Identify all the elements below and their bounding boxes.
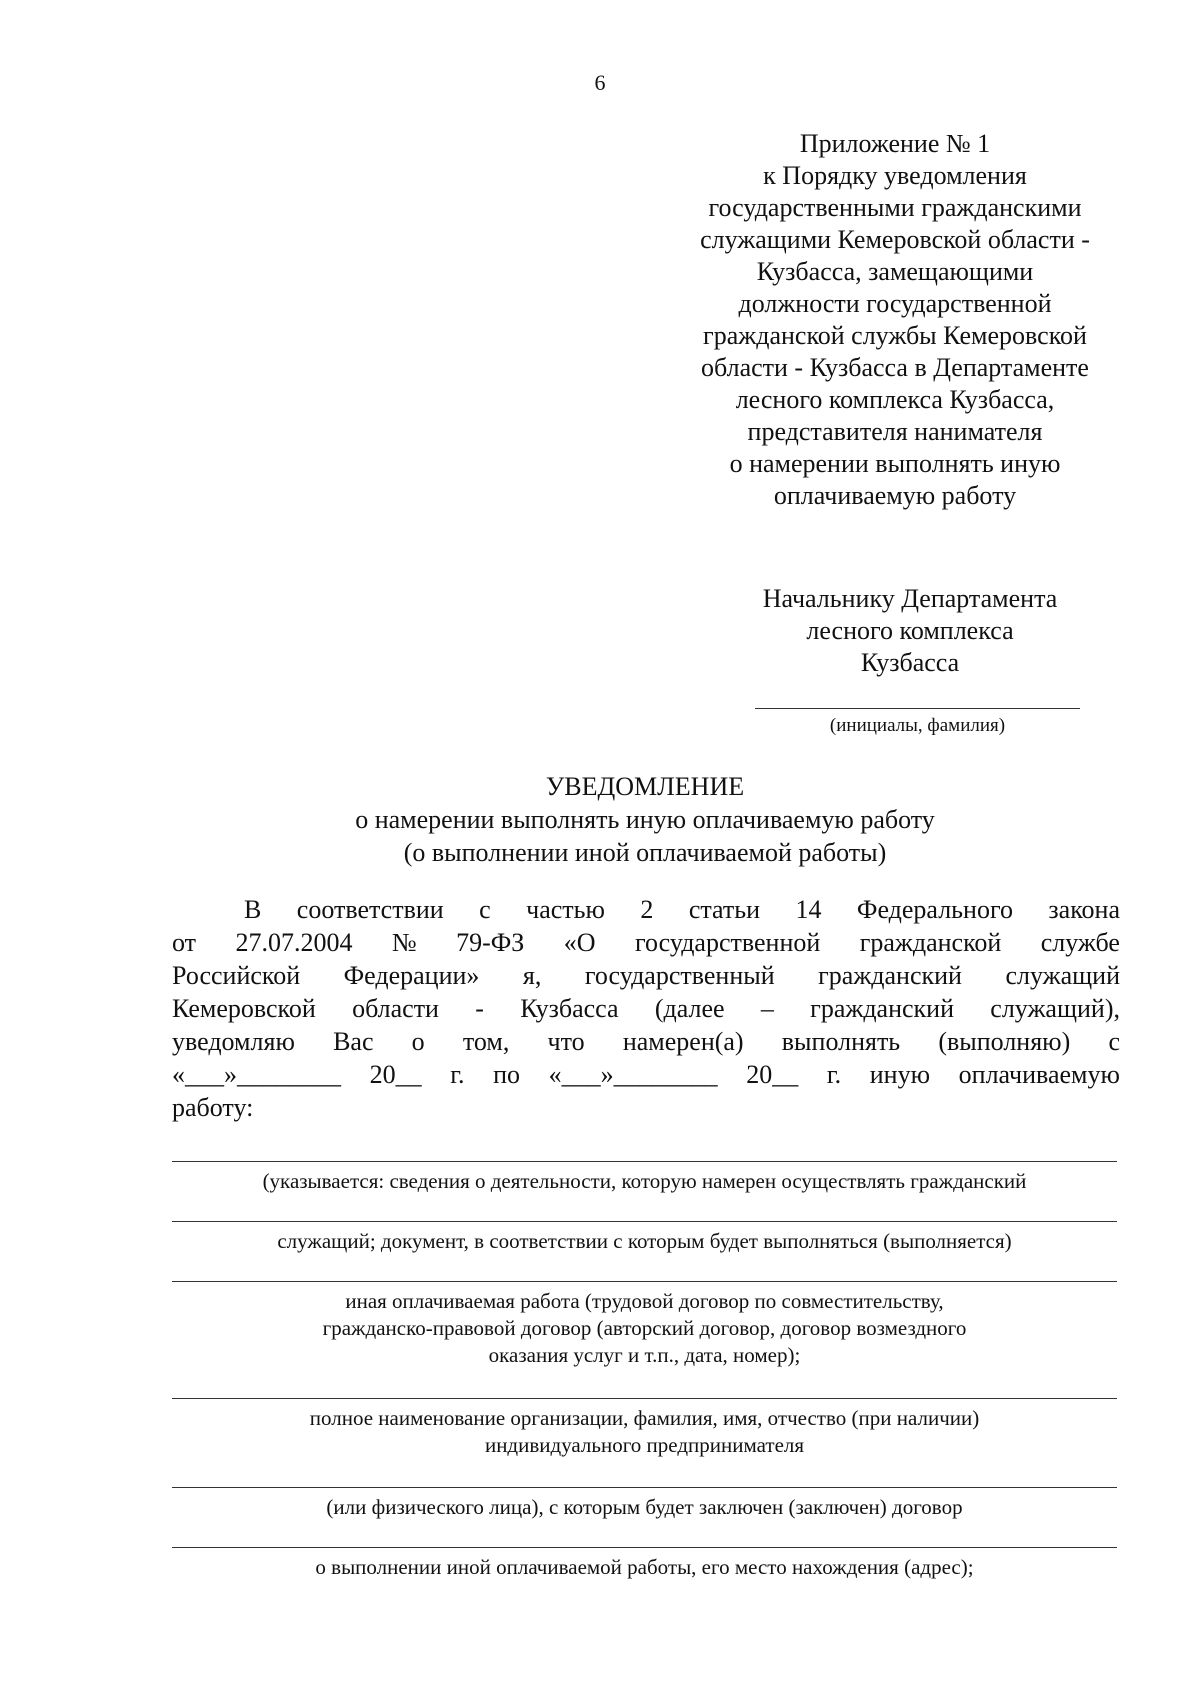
field-caption xyxy=(172,1288,1117,1369)
word: выполнять xyxy=(781,1027,901,1056)
appendix-header xyxy=(660,128,1130,512)
caption-line: гражданско-правовой договор (авторский договор, договор возмездного xyxy=(322,1316,967,1340)
word: служащий xyxy=(1005,961,1120,990)
notice-body xyxy=(172,893,1120,1124)
body-line xyxy=(172,1058,1120,1091)
year-to-field[interactable]: 20__ xyxy=(746,1060,799,1089)
word: с xyxy=(479,895,491,924)
body-line xyxy=(172,1025,1120,1058)
word: г. xyxy=(826,1060,842,1089)
appendix-line: гражданской службы Кемеровской xyxy=(703,321,1087,350)
field-caption xyxy=(172,1405,1117,1459)
appendix-line: о намерении выполнять иную xyxy=(729,449,1061,478)
page-number: 6 xyxy=(594,70,606,95)
caption-line: полное наименование организации, фамилия, имя, отчество (при наличии) xyxy=(309,1406,980,1430)
word: государственный xyxy=(584,961,775,990)
body-line xyxy=(172,926,1120,959)
name-fill-line[interactable] xyxy=(755,708,1080,709)
word: намерен(а) xyxy=(622,1027,744,1056)
word: 27.07.2004 xyxy=(235,928,353,957)
word: Вас xyxy=(333,1027,374,1056)
date-to-field[interactable]: «___»________ xyxy=(548,1060,718,1089)
word: службе xyxy=(1040,928,1120,957)
name-caption: (инициалы, фамилия) xyxy=(829,715,1006,736)
caption-line: иная оплачиваемая работа (трудовой договор по совместительству, xyxy=(345,1289,944,1313)
word: г. xyxy=(450,1060,465,1089)
caption-line: (или физического лица), с которым будет заключен (заключен) договор xyxy=(326,1495,963,1519)
appendix-line: Приложение № 1 xyxy=(799,129,991,158)
activity-fill-line[interactable] xyxy=(172,1161,1117,1162)
appendix-line: Кузбасса, замещающими xyxy=(756,257,1034,286)
word: 2 xyxy=(640,895,654,924)
addressee-line: Начальнику Департамента xyxy=(762,584,1058,613)
word: по xyxy=(493,1060,521,1089)
word: что xyxy=(547,1027,585,1056)
word: соответствии xyxy=(296,895,444,924)
addressee-block xyxy=(740,583,1080,679)
word: частью xyxy=(526,895,605,924)
organization-fill-line[interactable] xyxy=(172,1398,1117,1399)
word: Кузбасса xyxy=(520,994,619,1023)
appendix-line: оплачиваемую работу xyxy=(773,481,1017,510)
body-line xyxy=(172,992,1120,1025)
word: статьи xyxy=(688,895,761,924)
word: «О xyxy=(563,928,596,957)
contract-fill-line[interactable] xyxy=(172,1281,1117,1282)
word: работу: xyxy=(172,1093,254,1122)
appendix-line: служащими Кемеровской области - xyxy=(700,225,1090,254)
word: уведомляю xyxy=(172,1027,295,1056)
caption-line: о выполнении иной оплачиваемой работы, его место нахождения (адрес); xyxy=(315,1555,974,1579)
addressee-line: лесного комплекса xyxy=(806,616,1014,645)
appendix-line: должности государственной xyxy=(738,289,1052,318)
notice-title: УВЕДОМЛЕНИЕ xyxy=(545,772,745,801)
caption-line: оказания услуг и т.п., дата, номер); xyxy=(488,1343,801,1367)
addressee-line: Кузбасса xyxy=(860,648,960,677)
address-fill-line[interactable] xyxy=(172,1547,1117,1548)
word: (выполняю) xyxy=(938,1027,1071,1056)
word: (далее xyxy=(654,994,725,1023)
appendix-line: государственными гражданскими xyxy=(708,193,1082,222)
word: закона xyxy=(1048,895,1120,924)
word: оплачиваемую xyxy=(958,1060,1120,1089)
word: гражданский xyxy=(818,961,962,990)
word: от xyxy=(172,928,197,957)
word: Кемеровской xyxy=(172,994,316,1023)
word: области xyxy=(352,994,439,1023)
field-caption xyxy=(172,1554,1117,1581)
caption-line: (указывается: сведения о деятельности, которую намерен осуществлять гражданский xyxy=(262,1169,1027,1193)
word: Федерального xyxy=(856,895,1013,924)
word: служащий), xyxy=(990,994,1120,1023)
body-line xyxy=(172,959,1120,992)
appendix-line: области - Кузбасса в Департаменте xyxy=(701,353,1089,382)
word: том, xyxy=(462,1027,510,1056)
word: я, xyxy=(522,961,542,990)
field-caption xyxy=(172,1228,1117,1255)
appendix-line: представителя нанимателя xyxy=(747,417,1043,446)
appendix-line: к Порядку уведомления xyxy=(763,161,1027,190)
body-line xyxy=(172,1091,1120,1124)
person-fill-line[interactable] xyxy=(172,1487,1117,1488)
year-from-field[interactable]: 20__ xyxy=(369,1060,422,1089)
notice-subtitle: (о выполнении иной оплачиваемой работы) xyxy=(403,838,887,867)
word: государственной xyxy=(634,928,821,957)
field-caption xyxy=(172,1168,1117,1195)
word: В xyxy=(244,895,262,924)
caption-line: индивидуального предпринимателя xyxy=(484,1433,805,1457)
word: иную xyxy=(869,1060,931,1089)
word: гражданской xyxy=(859,928,1002,957)
body-line xyxy=(172,893,1120,926)
word: Российской xyxy=(172,961,301,990)
notice-heading xyxy=(0,770,1200,869)
word: с xyxy=(1108,1027,1120,1056)
date-from-field[interactable]: «___»________ xyxy=(172,1060,341,1089)
caption-line: служащий; документ, в соответствии с которым будет выполняться (выполняется) xyxy=(277,1229,1012,1253)
field-caption xyxy=(172,1494,1117,1521)
word: 79-ФЗ xyxy=(456,928,525,957)
word: Федерации» xyxy=(343,961,480,990)
word: - xyxy=(475,994,484,1023)
word: № xyxy=(391,928,417,957)
notice-subtitle: о намерении выполнять иную оплачиваемую работу xyxy=(355,805,935,834)
document-fill-line[interactable] xyxy=(172,1221,1117,1222)
word: о xyxy=(411,1027,425,1056)
word: – xyxy=(760,994,774,1023)
appendix-line: лесного комплекса Кузбасса, xyxy=(735,385,1055,414)
word: 14 xyxy=(795,895,822,924)
word: гражданский xyxy=(810,994,955,1023)
